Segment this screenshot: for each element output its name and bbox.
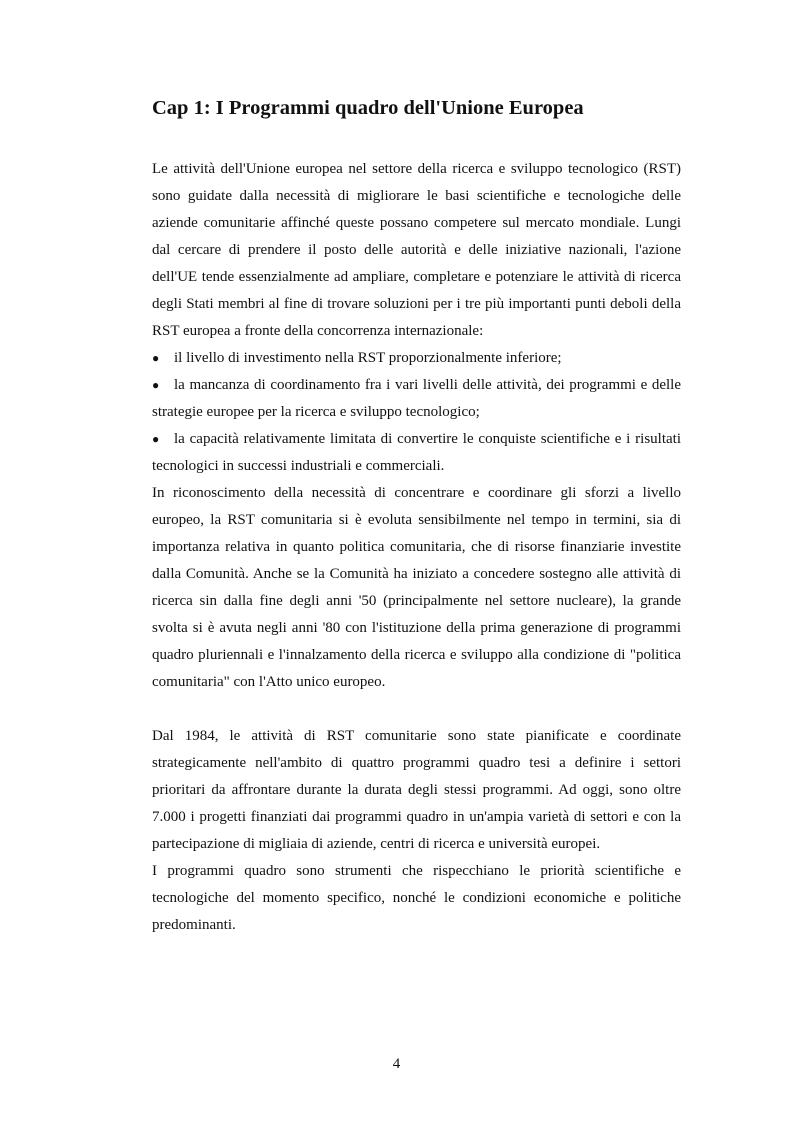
bullet-icon: ● [152,351,160,365]
framework-priorities-paragraph: I programmi quadro sono strumenti che rispecchiano le priorità scientifiche e tecnologiche del momento specifico, nonché le condizioni economiche e politiche predominanti. [152,863,681,933]
bullet-text-investment: il livello di investimento nella RST proporzionalmente inferiore; [174,350,562,366]
intro-paragraph: Le attività dell'Unione europea nel settore della ricerca e sviluppo tecnologico (RST) sono guidate dalla necessità di migliorare le basi scientifiche e tecnologiche delle aziende comunitarie affinché queste possano competere sul mercato mondiale. Lungi dal cercare di prendere il posto delle autorità e delle iniziative nazionali, l'azione dell'UE tende essenzialmente ad ampliare, completare e potenziare le attività di ricerca degli Stati membri al fine di trovare soluzioni per i tre più importanti punti deboli della RST europea a fronte della concorrenza internazionale: [152,161,681,339]
bullet-item-capacity [152,426,681,480]
recognition-paragraph: In riconoscimento della necessità di concentrare e coordinare gli sforzi a livello europeo, la RST comunitaria si è evoluta sensibilmente nel tempo in termini, sia di importanza relativa in quanto politica comunitaria, che di risorse finanziarie investite dalla Comunità. Anche se la Comunità ha iniziato a concedere sostegno alle attività di ricerca sin dalla fine degli anni '50 (principalmente nel settore nucleare), la grande svolta si è avuta negli anni '80 con l'istituzione della prima generazione di programmi quadro pluriennali e l'innalzamento della ricerca e sviluppo alla condizione di "politica comunitaria" con l'Atto unico europeo. [152,485,681,690]
page-number: 4 [392,1056,401,1072]
bullet-item-coordination [152,372,681,426]
bullet-text-coordination: la mancanza di coordinamento fra i vari livelli delle attività, dei programmi e delle strategie europee per la ricerca e sviluppo tecnologico; [152,377,681,420]
chapter-title: Cap 1: I Programmi quadro dell'Unione Europea [152,97,584,119]
chapter-content [152,156,681,939]
bullet-icon: ● [152,432,160,446]
bullet-icon: ● [152,378,160,392]
framework-history-paragraph: Dal 1984, le attività di RST comunitarie sono state pianificate e coordinate strategicamente nell'ambito di quattro programmi quadro tesi a definire i settori prioritari da affrontare durante la durata degli stessi programmi. Ad oggi, sono oltre 7.000 i progetti finanziati dai programmi quadro in un'ampia varietà di settori e con la partecipazione di migliaia di aziende, centri di ricerca e università europei. [152,728,681,852]
paragraph-gap [152,696,681,723]
bullet-text-capacity: la capacità relativamente limitata di convertire le conquiste scientifiche e i risultati tecnologici in successi industriali e commerciali. [152,431,681,474]
bullet-item-investment [152,345,681,372]
